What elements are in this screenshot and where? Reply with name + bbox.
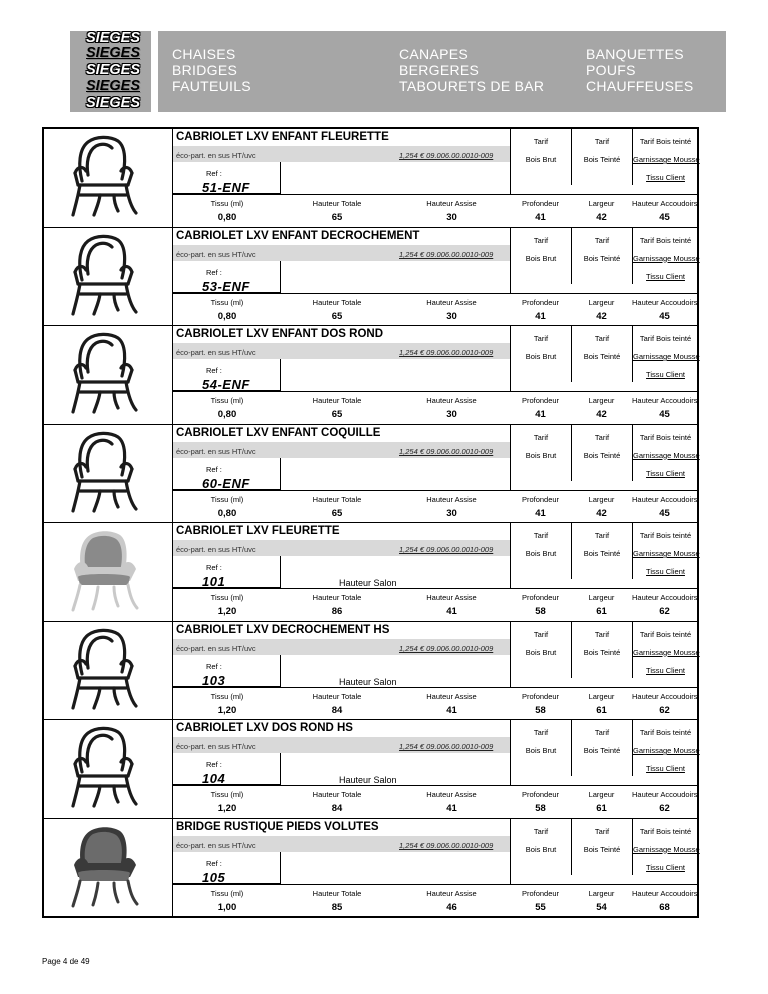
tarif-column — [572, 622, 633, 678]
dimension-header: Hauteur Totale — [312, 199, 362, 208]
tarif-column — [633, 228, 698, 284]
tarif-label: Tarif Bois teinté — [639, 432, 692, 442]
dimension-header: Largeur — [588, 494, 615, 504]
divider — [280, 753, 281, 785]
dimension-header: Profondeur — [521, 888, 560, 898]
finish-label: Bois Brut — [525, 253, 557, 263]
chair-frame-icon — [66, 431, 146, 515]
garnissage-label: Garnissage Mousse — [633, 549, 700, 558]
dimension-value: 0,80 — [217, 409, 237, 420]
dimension-header: Largeur — [588, 888, 615, 898]
tarif-label: Tarif — [594, 629, 610, 639]
product-photo — [44, 622, 173, 720]
product-title: CABRIOLET LXV DECROCHEMENT HS — [176, 623, 390, 636]
eco-price: 1,254 € 09.006.00.0010-009 — [399, 151, 494, 160]
dimension-header: Hauteur Totale — [312, 691, 362, 701]
dimension-header: Hauteur Assise — [426, 790, 477, 799]
dimension-value: 61 — [596, 803, 607, 814]
tissu-client-label: Tissu Client — [646, 468, 685, 478]
finish-label: Bois Brut — [525, 844, 557, 854]
product-title: BRIDGE RUSTIQUE PIEDS VOLUTES — [176, 820, 379, 833]
dimension-header: Largeur — [588, 593, 615, 602]
tarif-column — [633, 326, 698, 382]
eco-price: 1,254 € 09.006.00.0010-009 — [399, 840, 494, 850]
dimension-value: 41 — [535, 507, 546, 519]
tarif-column — [633, 720, 698, 776]
ref-code: 54-ENF — [202, 377, 250, 392]
sieges-label: SIEGES — [86, 30, 140, 46]
tarif-label: Tarif — [594, 235, 610, 245]
dimension-header: Tissu (ml) — [210, 396, 244, 405]
tarif-label: Tarif — [533, 235, 549, 245]
dimension-value: 54 — [596, 901, 607, 913]
upholstered-chair-icon — [66, 529, 146, 613]
dimension-value: 58 — [535, 803, 546, 814]
dimension-header: Hauteur Accoudoirs — [632, 888, 698, 898]
tissu-client-label: Tissu Client — [646, 271, 685, 281]
dimension-value: 0,80 — [217, 212, 237, 223]
divider — [280, 261, 281, 293]
tarif-column — [511, 326, 572, 382]
tarif-grid — [510, 523, 700, 588]
dimension-header: Profondeur — [521, 790, 560, 799]
tarif-column — [511, 129, 572, 185]
category-item: TABOURETS DE BAR — [399, 78, 545, 94]
finish-label: Bois Brut — [525, 549, 557, 558]
dimension-header: Hauteur Assise — [426, 691, 477, 701]
dimension-value: 45 — [659, 507, 670, 519]
product-photo — [44, 129, 173, 227]
eco-participation-label: éco-part. en sus HT/uvc — [176, 742, 256, 751]
dimension-header: Tissu (ml) — [210, 199, 244, 208]
dimension-value: 62 — [659, 803, 670, 814]
product-title: CABRIOLET LXV ENFANT DOS ROND — [176, 328, 384, 340]
tarif-column — [511, 228, 572, 284]
height-note: Hauteur Salon — [339, 775, 397, 785]
dimension-value: 62 — [659, 606, 670, 617]
tarif-label: Tarif — [594, 334, 610, 343]
tarif-grid — [510, 622, 700, 687]
product-row — [44, 720, 700, 819]
dimension-header: Hauteur Accoudoirs — [632, 297, 698, 307]
tarif-column — [511, 622, 572, 678]
tarif-label: Tarif — [533, 137, 549, 146]
dimension-header: Hauteur Totale — [312, 297, 362, 307]
product-title: CABRIOLET LXV ENFANT COQUILLE — [176, 426, 381, 439]
tarif-label: Tarif Bois teinté — [639, 235, 692, 245]
ref-label: Ref : — [206, 169, 222, 178]
tarif-column — [511, 523, 572, 579]
ref-code: 103 — [202, 672, 226, 688]
tarif-label: Tarif — [594, 826, 610, 836]
product-row — [44, 129, 700, 228]
garnissage-label: Garnissage Mousse — [633, 746, 700, 755]
chair-frame-icon — [66, 332, 146, 416]
dimension-value: 41 — [535, 212, 546, 223]
dimension-value: 41 — [446, 606, 457, 617]
ref-label: Ref : — [206, 563, 222, 572]
tarif-column — [572, 129, 633, 185]
tarif-label: Tarif — [533, 826, 549, 836]
page-header — [70, 31, 726, 112]
dimension-header: Hauteur Accoudoirs — [632, 494, 698, 504]
tarif-label: Tarif — [594, 531, 610, 540]
ref-label: Ref : — [206, 858, 222, 868]
dimensions-row — [173, 293, 697, 327]
tarif-column — [511, 425, 572, 481]
sieges-block — [70, 31, 151, 112]
product-row — [44, 425, 700, 524]
tarif-column — [633, 129, 698, 185]
product-title: CABRIOLET LXV FLEURETTE — [176, 525, 340, 537]
tarif-column — [572, 720, 633, 776]
category-column-2 — [399, 46, 544, 94]
dimension-header: Hauteur Totale — [312, 888, 362, 898]
eco-participation-label: éco-part. en sus HT/uvc — [176, 446, 256, 456]
tarif-column — [572, 425, 633, 481]
dimension-value: 41 — [535, 310, 546, 322]
tarif-label: Tarif — [533, 531, 549, 540]
tarif-column — [511, 720, 572, 776]
tarif-label: Tarif — [533, 728, 549, 737]
product-photo — [44, 228, 173, 326]
category-column-1 — [172, 46, 251, 94]
dimension-value: 65 — [331, 310, 343, 322]
tarif-column — [572, 523, 633, 579]
dimension-header: Hauteur Accoudoirs — [632, 691, 698, 701]
dimension-value: 41 — [446, 704, 457, 716]
tarif-grid — [510, 720, 700, 785]
height-note: Hauteur Salon — [339, 676, 397, 687]
tarif-label: Tarif — [533, 334, 549, 343]
dimension-value: 30 — [446, 409, 457, 420]
dimensions-row — [173, 785, 697, 819]
finish-label: Bois Teinté — [583, 647, 621, 657]
chair-frame-icon — [66, 628, 146, 712]
category-item: BERGERES — [399, 62, 480, 78]
category-item: POUFS — [586, 62, 636, 78]
eco-price: 1,254 € 09.006.00.0010-009 — [399, 742, 494, 751]
dimension-header: Hauteur Accoudoirs — [632, 790, 698, 799]
dimension-value: 84 — [331, 704, 343, 716]
sieges-label: SIEGES — [86, 62, 140, 78]
dimension-value: 58 — [535, 704, 546, 716]
ref-code: 104 — [202, 771, 226, 786]
ref-code: 53-ENF — [202, 278, 250, 294]
dimension-value: 85 — [331, 901, 343, 913]
finish-label: Bois Teinté — [583, 352, 621, 361]
dimension-header: Profondeur — [521, 199, 560, 208]
finish-label: Bois Brut — [525, 746, 557, 755]
dimension-value: 42 — [596, 310, 607, 322]
eco-participation-label: éco-part. en sus HT/uvc — [176, 249, 256, 259]
dimension-header: Profondeur — [521, 593, 560, 602]
dimensions-row — [173, 588, 697, 622]
dimension-header: Hauteur Assise — [426, 593, 477, 602]
dimension-value: 1,20 — [217, 606, 237, 617]
tarif-column — [633, 425, 698, 481]
finish-label: Bois Brut — [525, 450, 557, 460]
dimension-value: 65 — [331, 507, 343, 519]
dimensions-row — [173, 884, 697, 918]
dimension-header: Hauteur Assise — [426, 494, 477, 504]
garnissage-label: Garnissage Mousse — [633, 155, 700, 164]
dimensions-row — [173, 194, 697, 228]
product-row — [44, 523, 700, 622]
sieges-label: SIEGES — [86, 45, 140, 61]
eco-price: 1,254 € 09.006.00.0010-009 — [399, 446, 494, 456]
dimension-header: Tissu (ml) — [210, 494, 244, 504]
dimension-value: 45 — [659, 310, 670, 322]
dimension-header: Hauteur Totale — [312, 593, 362, 602]
finish-label: Bois Teinté — [583, 253, 621, 263]
tissu-client-label: Tissu Client — [646, 173, 685, 182]
dimension-value: 84 — [331, 803, 343, 814]
dimension-header: Hauteur Assise — [426, 297, 477, 307]
dimension-header: Largeur — [588, 790, 615, 799]
dimension-header: Hauteur Accoudoirs — [632, 593, 698, 602]
tissu-client-label: Tissu Client — [646, 370, 685, 379]
dimension-header: Largeur — [588, 691, 615, 701]
eco-price: 1,254 € 09.006.00.0010-009 — [399, 545, 494, 554]
eco-participation-label: éco-part. en sus HT/uvc — [176, 545, 256, 554]
ref-label: Ref : — [206, 267, 222, 277]
eco-participation-label: éco-part. en sus HT/uvc — [176, 348, 256, 357]
finish-label: Bois Teinté — [583, 450, 621, 460]
category-item: CANAPES — [399, 46, 469, 62]
dimension-value: 45 — [659, 409, 670, 420]
tarif-label: Tarif Bois teinté — [639, 334, 692, 343]
tarif-label: Tarif Bois teinté — [639, 137, 692, 146]
eco-participation-label: éco-part. en sus HT/uvc — [176, 643, 256, 653]
product-row — [44, 228, 700, 327]
product-photo — [44, 523, 173, 621]
finish-label: Bois Brut — [525, 647, 557, 657]
tarif-grid — [510, 228, 700, 293]
dimension-value: 86 — [331, 606, 343, 617]
eco-price: 1,254 € 09.006.00.0010-009 — [399, 643, 494, 653]
dimension-value: 68 — [659, 901, 670, 913]
dimension-value: 0,80 — [217, 310, 237, 322]
tarif-label: Tarif Bois teinté — [639, 531, 692, 540]
eco-participation-label: éco-part. en sus HT/uvc — [176, 151, 256, 160]
category-item: BRIDGES — [172, 62, 238, 78]
divider — [280, 162, 281, 194]
dimension-value: 65 — [331, 212, 343, 223]
upholstered-chair-icon — [66, 825, 146, 909]
dimension-header: Tissu (ml) — [210, 691, 244, 701]
dimension-value: 46 — [446, 901, 457, 913]
ref-label: Ref : — [206, 661, 222, 671]
product-title: CABRIOLET LXV ENFANT FLEURETTE — [176, 131, 389, 143]
category-item: FAUTEUILS — [172, 78, 251, 94]
ref-label: Ref : — [206, 464, 222, 474]
height-note: Hauteur Salon — [339, 578, 397, 588]
tarif-column — [572, 326, 633, 382]
product-row — [44, 819, 700, 918]
tarif-column — [633, 622, 698, 678]
product-title: CABRIOLET LXV DOS ROND HS — [176, 722, 353, 734]
divider — [280, 359, 281, 391]
category-item: CHAISES — [172, 46, 236, 62]
dimension-value: 41 — [535, 409, 546, 420]
chair-frame-icon — [66, 726, 146, 810]
ref-code: 105 — [202, 869, 226, 885]
page-number: Page 4 de 49 — [42, 957, 90, 966]
tarif-label: Tarif — [594, 728, 610, 737]
dimension-header: Hauteur Totale — [312, 790, 362, 799]
product-photo — [44, 819, 173, 918]
product-row — [44, 326, 700, 425]
dimensions-row — [173, 687, 697, 721]
dimension-header: Tissu (ml) — [210, 297, 244, 307]
tissu-client-label: Tissu Client — [646, 862, 685, 872]
product-photo — [44, 720, 173, 818]
divider — [280, 458, 281, 490]
dimensions-row — [173, 490, 697, 524]
category-block — [158, 31, 726, 112]
ref-label: Ref : — [206, 760, 222, 769]
sieges-label: SIEGES — [86, 95, 140, 111]
eco-participation-label: éco-part. en sus HT/uvc — [176, 840, 256, 850]
product-photo — [44, 425, 173, 523]
dimension-value: 55 — [535, 901, 546, 913]
eco-price: 1,254 € 09.006.00.0010-009 — [399, 249, 494, 259]
dimension-value: 65 — [331, 409, 343, 420]
dimension-value: 30 — [446, 212, 457, 223]
chair-frame-icon — [66, 135, 146, 219]
tarif-grid — [510, 326, 700, 391]
dimension-header: Profondeur — [521, 494, 560, 504]
product-table — [42, 127, 699, 918]
garnissage-label: Garnissage Mousse — [633, 352, 700, 361]
sieges-label: SIEGES — [86, 78, 140, 94]
dimension-header: Hauteur Totale — [312, 494, 362, 504]
product-row — [44, 622, 700, 721]
dimension-header: Hauteur Assise — [426, 199, 477, 208]
product-title: CABRIOLET LXV ENFANT DECROCHEMENT — [176, 229, 420, 242]
divider — [280, 556, 281, 588]
finish-label: Bois Teinté — [583, 746, 621, 755]
dimension-header: Largeur — [588, 396, 615, 405]
dimension-value: 61 — [596, 704, 607, 716]
dimension-header: Hauteur Assise — [426, 888, 477, 898]
dimension-header: Profondeur — [521, 396, 560, 405]
dimension-header: Tissu (ml) — [210, 593, 244, 602]
category-item: CHAUFFEUSES — [586, 78, 694, 94]
tarif-column — [633, 523, 698, 579]
dimension-header: Tissu (ml) — [210, 888, 244, 898]
tarif-label: Tarif Bois teinté — [639, 826, 692, 836]
dimension-header: Profondeur — [521, 297, 560, 307]
tissu-client-label: Tissu Client — [646, 764, 685, 773]
tarif-column — [572, 819, 633, 875]
ref-code: 101 — [202, 574, 226, 589]
dimensions-row — [173, 391, 697, 425]
dimension-value: 1,20 — [217, 803, 237, 814]
dimension-value: 62 — [659, 704, 670, 716]
garnissage-label: Garnissage Mousse — [633, 253, 700, 263]
tarif-label: Tarif — [594, 137, 610, 146]
dimension-header: Largeur — [588, 199, 615, 208]
dimension-header: Hauteur Accoudoirs — [632, 199, 698, 208]
eco-price: 1,254 € 09.006.00.0010-009 — [399, 348, 494, 357]
tarif-column — [511, 819, 572, 875]
garnissage-label: Garnissage Mousse — [633, 450, 700, 460]
tarif-label: Tarif — [533, 432, 549, 442]
dimension-header: Tissu (ml) — [210, 790, 244, 799]
dimension-header: Hauteur Accoudoirs — [632, 396, 698, 405]
dimension-value: 30 — [446, 507, 457, 519]
dimension-value: 42 — [596, 212, 607, 223]
chair-frame-icon — [66, 234, 146, 318]
dimension-value: 1,20 — [217, 704, 237, 716]
dimension-value: 58 — [535, 606, 546, 617]
dimension-header: Profondeur — [521, 691, 560, 701]
dimension-value: 61 — [596, 606, 607, 617]
dimension-value: 41 — [446, 803, 457, 814]
category-column-3 — [586, 46, 694, 94]
tarif-label: Tarif Bois teinté — [639, 728, 692, 737]
tarif-column — [633, 819, 698, 875]
product-photo — [44, 326, 173, 424]
tarif-column — [572, 228, 633, 284]
finish-label: Bois Teinté — [583, 155, 621, 164]
dimension-header: Hauteur Totale — [312, 396, 362, 405]
tarif-grid — [510, 129, 700, 194]
tarif-label: Tarif — [533, 629, 549, 639]
dimension-value: 45 — [659, 212, 670, 223]
dimension-value: 30 — [446, 310, 457, 322]
ref-code: 60-ENF — [202, 475, 250, 491]
dimension-value: 1,00 — [217, 901, 237, 913]
finish-label: Bois Teinté — [583, 844, 621, 854]
dimension-value: 42 — [596, 409, 607, 420]
dimension-value: 0,80 — [217, 507, 237, 519]
divider — [280, 852, 281, 884]
ref-code: 51-ENF — [202, 180, 250, 195]
garnissage-label: Garnissage Mousse — [633, 844, 700, 854]
tissu-client-label: Tissu Client — [646, 665, 685, 675]
tarif-label: Tarif Bois teinté — [639, 629, 692, 639]
finish-label: Bois Brut — [525, 155, 557, 164]
divider — [280, 655, 281, 687]
dimension-value: 42 — [596, 507, 607, 519]
garnissage-label: Garnissage Mousse — [633, 647, 700, 657]
dimension-header: Largeur — [588, 297, 615, 307]
dimension-header: Hauteur Assise — [426, 396, 477, 405]
tarif-grid — [510, 425, 700, 490]
tarif-grid — [510, 819, 700, 884]
tarif-label: Tarif — [594, 432, 610, 442]
ref-label: Ref : — [206, 366, 222, 375]
category-item: BANQUETTES — [586, 46, 684, 62]
tissu-client-label: Tissu Client — [646, 567, 685, 576]
finish-label: Bois Teinté — [583, 549, 621, 558]
finish-label: Bois Brut — [525, 352, 557, 361]
